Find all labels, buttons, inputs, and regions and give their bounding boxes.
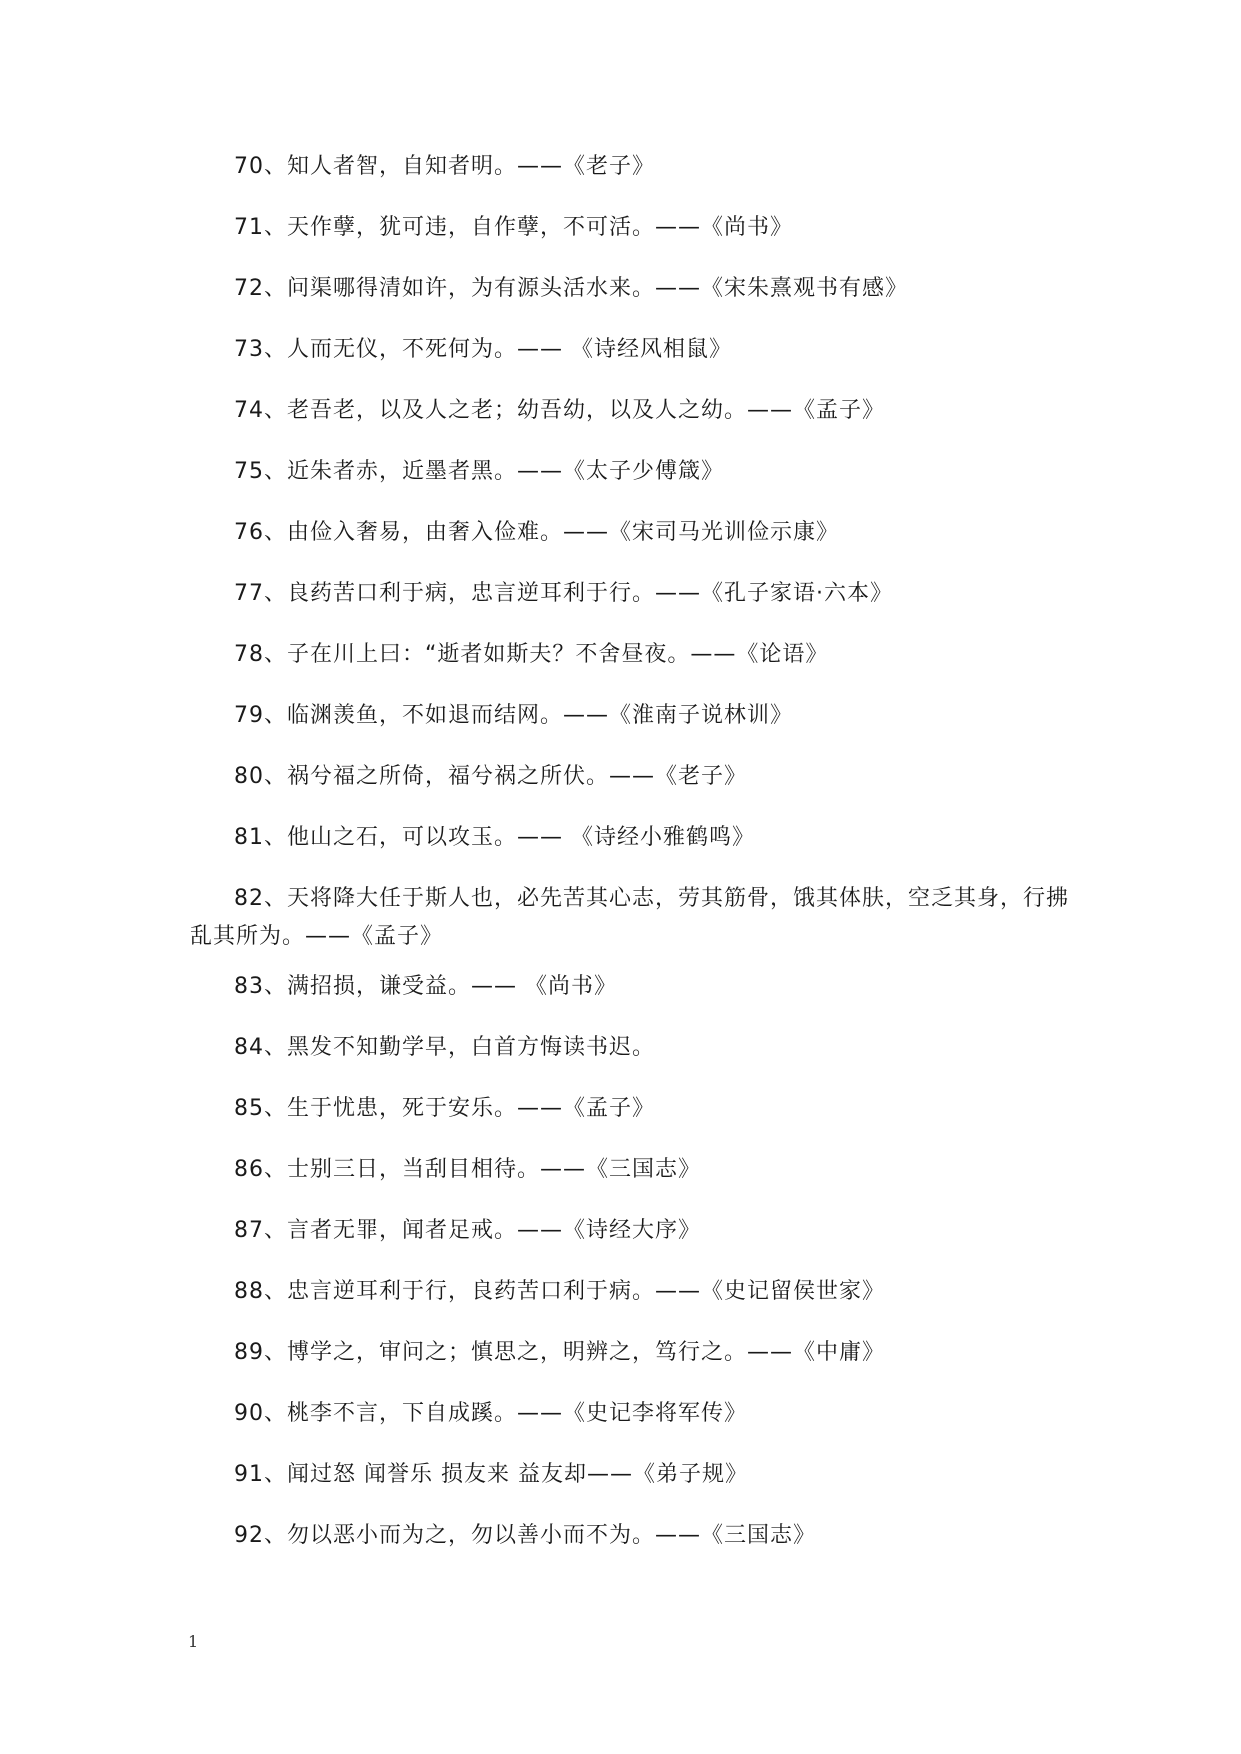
quote-entry-88: 88、忠言逆耳利于行，良药苦口利于病。——《史记留侯世家》 [234, 1279, 885, 1304]
quote-list [190, 148, 1090, 1578]
quote-entry-86: 86、士别三日，当刮目相待。——《三国志》 [234, 1157, 701, 1182]
quote-entry-85: 85、生于忧患，死于安乐。——《孟子》 [234, 1096, 655, 1121]
quote-entry-90: 90、桃李不言，下自成蹊。——《史记李将军传》 [234, 1401, 747, 1426]
quote-entry-71: 71、天作孽，犹可违，自作孽，不可活。——《尚书》 [234, 215, 793, 240]
quote-entry-79: 79、临渊羡鱼，不如退而结网。——《淮南子说林训》 [234, 703, 793, 728]
quote-entry-80: 80、祸兮福之所倚，福兮祸之所伏。——《老子》 [234, 764, 747, 789]
quote-entry-89: 89、博学之，审问之；慎思之，明辨之，笃行之。——《中庸》 [234, 1340, 885, 1365]
quote-entry-81: 81、他山之石，可以攻玉。—— 《诗经小雅鹤鸣》 [234, 825, 755, 850]
quote-entry-74: 74、老吾老，以及人之老；幼吾幼，以及人之幼。——《孟子》 [234, 398, 885, 423]
quote-entry-78: 78、子在川上曰：“逝者如斯夫？不舍昼夜。——《论语》 [234, 642, 829, 667]
quote-entry-92: 92、勿以恶小而为之，勿以善小而不为。——《三国志》 [234, 1523, 816, 1548]
quote-entry-77: 77、良药苦口利于病，忠言逆耳利于行。——《孔子家语·六本》 [234, 581, 893, 606]
quote-entry-73: 73、人而无仪，不死何为。—— 《诗经风相鼠》 [234, 337, 732, 362]
quote-entry-83: 83、满招损，谦受益。—— 《尚书》 [234, 974, 617, 999]
quote-entry-70: 70、知人者智，自知者明。——《老子》 [234, 154, 655, 179]
quote-entry-87: 87、言者无罪，闻者足戒。——《诗经大序》 [234, 1218, 701, 1243]
quote-entry-82: 82、天将降大任于斯人也，必先苦其心志，劳其筋骨，饿其体肤，空乏其身，行拂乱其所为。——《孟子》 [190, 886, 1069, 949]
quote-entry-75: 75、近朱者赤，近墨者黑。——《太子少傅箴》 [234, 459, 724, 484]
quote-entry-76: 76、由俭入奢易，由奢入俭难。——《宋司马光训俭示康》 [234, 520, 839, 545]
quote-entry-84: 84、黑发不知勤学早，白首方悔读书迟。 [234, 1035, 655, 1060]
quote-entry-91: 91、闻过怒 闻誉乐 损友来 益友却——《弟子规》 [234, 1462, 748, 1487]
page-number: 1 [188, 1632, 199, 1651]
quote-entry-72: 72、问渠哪得清如许，为有源头活水来。——《宋朱熹观书有感》 [234, 276, 908, 301]
